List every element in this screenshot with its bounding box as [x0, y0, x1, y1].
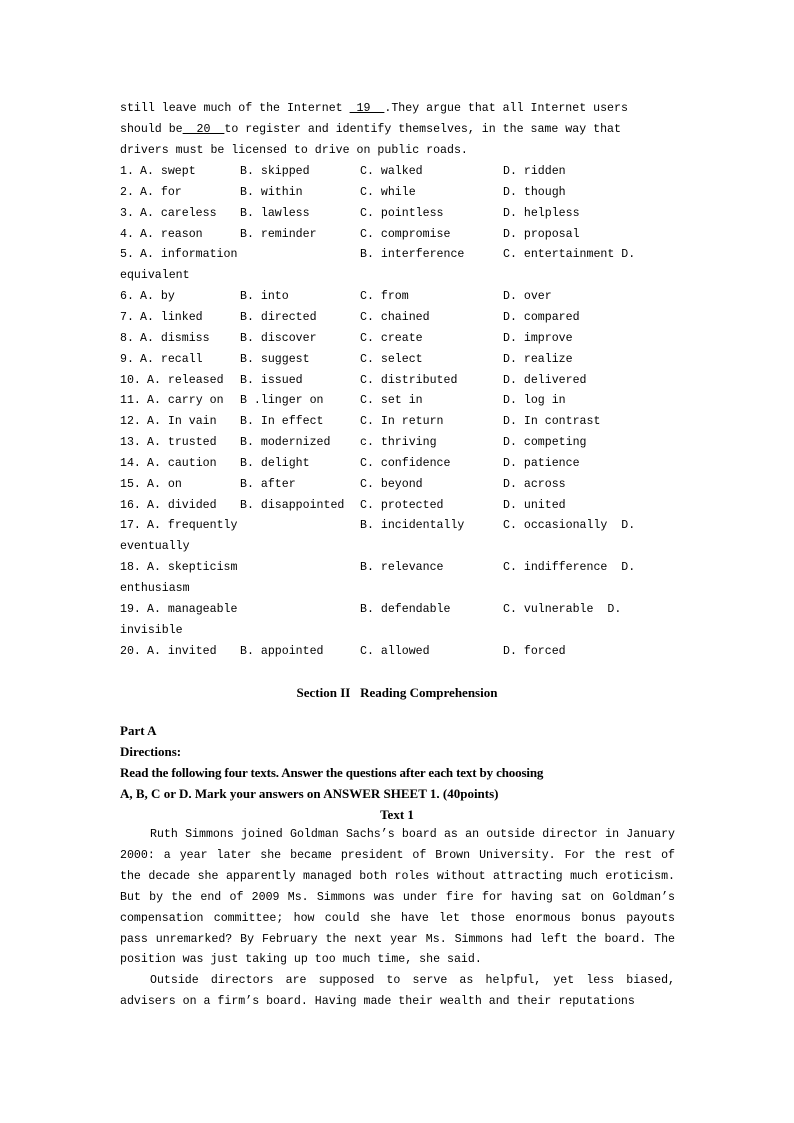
option-b: B. incidentally	[360, 519, 465, 533]
option-d: D. log in	[503, 394, 566, 408]
option-d: D. helpless	[503, 206, 580, 220]
option-d: D. ridden	[503, 165, 566, 178]
option-d: D. proposal	[503, 227, 580, 241]
option-b: B. suggest	[240, 352, 310, 366]
option-a: A. linked	[140, 310, 203, 324]
question-number: 14.	[120, 456, 141, 470]
passage-text: .They argue that all Internet users	[384, 102, 628, 115]
option-c: C. walked	[360, 165, 423, 178]
passage-text: should be	[120, 123, 183, 136]
option-c: C. while	[360, 185, 416, 199]
question-number: 15.	[120, 477, 141, 491]
option-b: B. discover	[240, 331, 317, 345]
passage-line-1	[120, 102, 628, 116]
option-a: A. reason	[140, 227, 203, 241]
option-c: C. set in	[360, 394, 423, 408]
question-number: 9.	[120, 352, 134, 366]
option-d-wrapped: enthusiasm	[120, 582, 190, 595]
question-number: 19.	[120, 602, 141, 616]
option-d: D. delivered	[503, 373, 587, 387]
question-number: 17.	[120, 519, 141, 533]
option-d: D. over	[503, 290, 552, 304]
question-number: 8.	[120, 331, 134, 345]
option-d: D. patience	[503, 456, 580, 470]
part-label: Part A	[120, 723, 157, 738]
option-a: A. recall	[140, 352, 203, 366]
option-a: A. divided	[147, 498, 217, 512]
option-c: C. occasionally D.	[503, 519, 636, 533]
option-a: A. carry on	[147, 394, 224, 408]
option-b: B. reminder	[240, 227, 317, 241]
option-a: A. swept	[140, 165, 196, 178]
option-c: C. In return	[360, 415, 444, 429]
paragraph-2: Outside directors are supposed to serve as helpful, yet less biased, advisers on a firm’s board. Having made their wealth and their reputations	[120, 974, 675, 1008]
passage-text: still leave much of the Internet	[120, 102, 350, 115]
option-c: C. from	[360, 290, 409, 304]
directions-text-2: A, B, C or D. Mark your answers on ANSWER SHEET 1. (40points)	[120, 786, 499, 801]
option-b: B. delight	[240, 456, 310, 470]
option-d: D. In contrast	[503, 415, 601, 429]
option-b: B. disappointed	[240, 498, 345, 512]
option-b: B. defendable	[360, 602, 451, 616]
option-d-wrapped: invisible	[120, 623, 183, 637]
option-a: A. information	[140, 248, 238, 262]
question-number: 12.	[120, 415, 141, 429]
option-b: B .linger on	[240, 394, 324, 408]
passage-line-2	[120, 123, 621, 137]
question-number: 18.	[120, 561, 141, 575]
option-c: C. chained	[360, 310, 430, 324]
option-c: C. indifference D.	[503, 561, 636, 575]
option-c: C. create	[360, 331, 423, 345]
option-b: B. skipped	[240, 165, 310, 178]
passage-line-3: drivers must be licensed to drive on public roads.	[120, 144, 468, 157]
text-title: Text 1	[380, 807, 414, 822]
option-b: B. issued	[240, 373, 303, 387]
question-number: 5.	[120, 248, 134, 262]
option-d: D. united	[503, 498, 566, 512]
option-d: D. improve	[503, 331, 573, 345]
option-c: C. allowed	[360, 644, 430, 658]
question-number: 2.	[120, 185, 134, 199]
option-a: A. manageable	[147, 602, 238, 616]
option-c: c. thriving	[360, 436, 437, 450]
option-c: C. compromise	[360, 227, 451, 241]
option-b: B. into	[240, 290, 289, 304]
option-d: D. realize	[503, 352, 573, 366]
option-b: B. after	[240, 477, 296, 491]
question-number: 7.	[120, 310, 134, 324]
option-b: B. In effect	[240, 415, 324, 429]
option-c: C. distributed	[360, 373, 458, 387]
blank-19: 19	[349, 102, 385, 115]
section-title: Section II Reading Comprehension	[296, 685, 498, 700]
option-d-wrapped: eventually	[120, 540, 190, 554]
option-a: A. on	[147, 477, 182, 491]
option-a: A. trusted	[147, 436, 217, 450]
option-b: B. interference	[360, 248, 465, 262]
option-d: D. though	[503, 185, 566, 199]
blank-20: 20	[182, 123, 225, 136]
paragraph-1: Ruth Simmons joined Goldman Sachs’s board as an outside director in January 2000: a year later she became president of Brown University. For the rest of the decade she apparently managed both roles without attracting much eroticism. But by the end of 2009 Ms. Simmons was under fire for having sat on Goldman’s compensation committee; how could she have let those enormous bonus payouts pass unremarked? By February the next year Ms. Simmons had left the board. The position was just taking up too much time, she said.	[120, 828, 675, 967]
option-b: B. relevance	[360, 561, 444, 575]
option-c: C. entertainment D.	[503, 248, 636, 262]
option-c: C. pointless	[360, 206, 444, 220]
option-a: A. frequently	[147, 519, 238, 533]
question-number: 4.	[120, 227, 134, 241]
question-number: 11.	[120, 394, 141, 408]
option-a: A. invited	[147, 644, 217, 658]
option-d: D. compared	[503, 310, 580, 324]
option-a: A. by	[140, 290, 175, 304]
option-b: B. directed	[240, 310, 317, 324]
option-c: C. confidence	[360, 456, 451, 470]
option-b: B. modernized	[240, 436, 331, 450]
option-a: A. released	[147, 373, 224, 387]
option-a: A. dismiss	[140, 331, 210, 345]
option-b: B. appointed	[240, 644, 324, 658]
option-c: C. protected	[360, 498, 444, 512]
question-number: 1.	[120, 165, 134, 178]
option-c: C. select	[360, 352, 423, 366]
option-c: C. vulnerable D.	[503, 602, 622, 616]
option-d: D. across	[503, 477, 566, 491]
question-number: 16.	[120, 498, 141, 512]
question-number: 6.	[120, 290, 134, 304]
option-d: D. competing	[503, 436, 587, 450]
question-number: 10.	[120, 373, 141, 387]
option-a: A. caution	[147, 456, 217, 470]
option-d-wrapped: equivalent	[120, 269, 190, 283]
question-number: 3.	[120, 206, 134, 220]
option-d: D. forced	[503, 644, 566, 658]
directions-text-1: Read the following four texts. Answer the questions after each text by choosing	[120, 765, 544, 780]
directions-label: Directions:	[120, 744, 182, 759]
option-a: A. In vain	[147, 415, 217, 429]
option-a: A. careless	[140, 206, 217, 220]
option-b: B. lawless	[240, 206, 310, 220]
option-a: A. skepticism	[147, 561, 238, 575]
passage-text: to register and identify themselves, in the same way that	[224, 123, 621, 136]
option-c: C. beyond	[360, 477, 423, 491]
option-a: A. for	[140, 185, 182, 199]
question-number: 20.	[120, 644, 141, 658]
question-number: 13.	[120, 436, 141, 450]
option-b: B. within	[240, 185, 303, 199]
